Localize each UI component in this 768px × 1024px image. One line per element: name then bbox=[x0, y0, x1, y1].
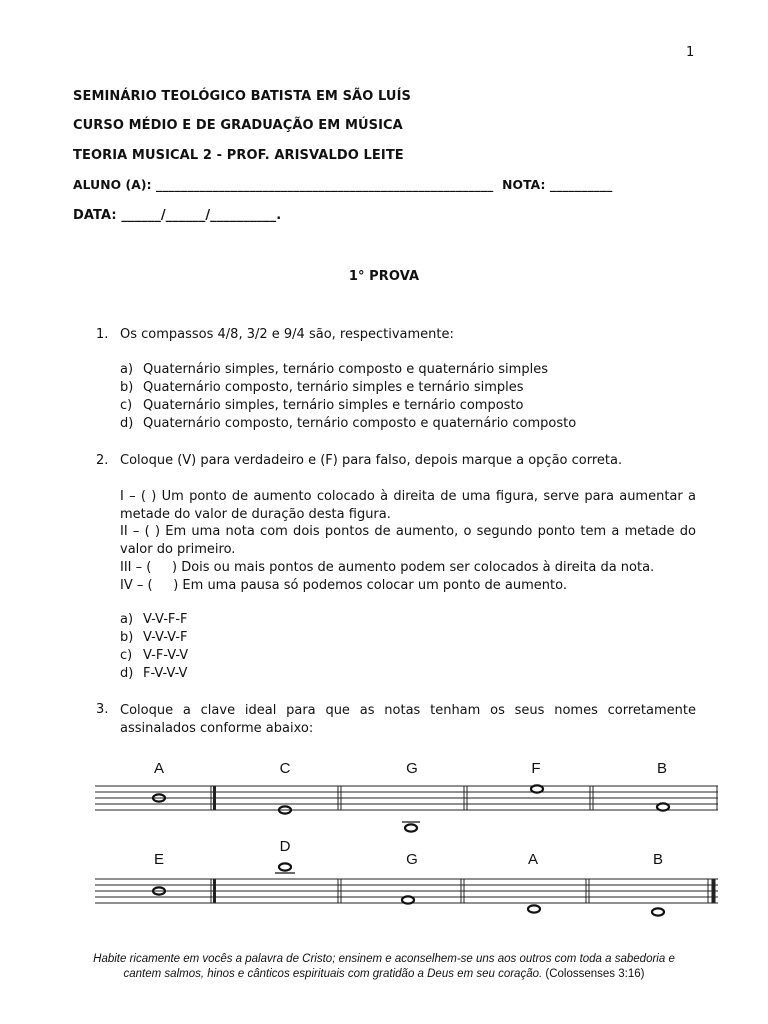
q2-option-b-text: V-V-V-F bbox=[143, 630, 188, 645]
staff-row-2 bbox=[0, 855, 768, 925]
staff2-label-4: A bbox=[527, 851, 538, 868]
header-subject: TEORIA MUSICAL 2 - PROF. ARISVALDO LEITE bbox=[73, 148, 404, 163]
q1-option-c-letter: c) bbox=[120, 398, 133, 413]
q2-statement-3: III – ( ) Dois ou mais pontos de aumento podem ser colocados à direita da nota. bbox=[120, 560, 655, 575]
q2-option-b-letter: b) bbox=[120, 630, 134, 645]
q3-number: 3. bbox=[96, 702, 109, 717]
q2-option-d-letter: d) bbox=[120, 666, 134, 681]
q1-option-d-text: Quaternário composto, ternário composto e quaternário composto bbox=[143, 416, 577, 431]
header-student-grade-line: ALUNO (A): ______________________________________________________ NOTA: __________ bbox=[73, 178, 613, 192]
staff1-note-4 bbox=[531, 785, 543, 792]
staff1-label-5: B bbox=[656, 760, 667, 777]
page-number: 1 bbox=[686, 45, 695, 60]
staff1-label-2: C bbox=[279, 760, 291, 777]
q1-option-b-letter: b) bbox=[120, 380, 134, 395]
q1-option-a-letter: a) bbox=[120, 362, 134, 377]
staff2-note-3 bbox=[402, 896, 414, 903]
header-institution: SEMINÁRIO TEOLÓGICO BATISTA EM SÃO LUÍS bbox=[73, 89, 411, 104]
footer-verse bbox=[0, 952, 768, 982]
staff1-label-3: G bbox=[406, 760, 418, 777]
q2-text: Coloque (V) para verdadeiro e (F) para falso, depois marque a opção correta. bbox=[120, 453, 623, 468]
footer-verse-reference: (Colossenses 3:16) bbox=[542, 968, 645, 980]
q2-number: 2. bbox=[96, 453, 109, 468]
q2-statement-2: II – ( ) Em uma nota com dois pontos de aumento, o segundo ponto tem a metade do valor do primeiro. bbox=[120, 524, 696, 557]
q2-option-c-letter: c) bbox=[120, 648, 133, 663]
header-date-line: DATA: ______/______/__________. bbox=[73, 208, 282, 223]
q1-number: 1. bbox=[96, 327, 109, 342]
exam-title: 1° PROVA bbox=[348, 269, 420, 284]
q2-statement-4: IV – ( ) Em uma pausa só podemos colocar um ponto de aumento. bbox=[120, 578, 567, 593]
q1-text: Os compassos 4/8, 3/2 e 9/4 são, respectivamente: bbox=[120, 327, 454, 342]
q1-option-c-text: Quaternário simples, ternário simples e ternário composto bbox=[143, 398, 524, 413]
staff2-note-2 bbox=[275, 863, 295, 873]
q2-statement-1: I – ( ) Um ponto de aumento colocado à direita de uma figura, serve para aumentar a metade do valor de duração desta figura. bbox=[120, 489, 696, 522]
q2-option-a-letter: a) bbox=[120, 612, 134, 627]
q2-option-d-text: F-V-V-V bbox=[143, 666, 188, 681]
q3-text: Coloque a clave ideal para que as notas tenham os seus nomes corretamente assinalados conforme abaixo: bbox=[120, 703, 696, 736]
q1-option-a-text: Quaternário simples, ternário composto e quaternário simples bbox=[143, 362, 548, 377]
staff1-label-4: F bbox=[531, 760, 541, 777]
staff2-label-1: E bbox=[153, 851, 164, 868]
staff2-note-5 bbox=[652, 908, 664, 915]
q1-option-b-text: Quaternário composto, ternário simples e ternário simples bbox=[143, 380, 524, 395]
footer-verse-line1: Habite ricamente em vocês a palavra de Cristo; ensinem e aconselhem-se uns aos outros com toda a sabedoria e bbox=[93, 953, 675, 965]
q2-option-a-text: V-V-F-F bbox=[143, 612, 188, 627]
staff2-label-3: G bbox=[406, 851, 418, 868]
staff1-note-5 bbox=[657, 803, 669, 810]
footer-verse-line2-wrap bbox=[0, 967, 768, 982]
q1-option-d-letter: d) bbox=[120, 416, 134, 431]
q2-option-c-text: V-F-V-V bbox=[143, 648, 189, 663]
staff1-label-1: A bbox=[153, 760, 164, 777]
footer-verse-line2: cantem salmos, hinos e cânticos espirituais com gratidão a Deus em seu coração. bbox=[123, 968, 543, 980]
staff1-note-3 bbox=[402, 822, 420, 832]
staff2-note-4 bbox=[528, 905, 540, 912]
staff2-label-5: B bbox=[652, 851, 663, 868]
header-course: CURSO MÉDIO E DE GRADUAÇÃO EM MÚSICA bbox=[73, 118, 403, 133]
staff-row-1 bbox=[0, 770, 768, 840]
staff2-label-2: D bbox=[279, 838, 291, 855]
